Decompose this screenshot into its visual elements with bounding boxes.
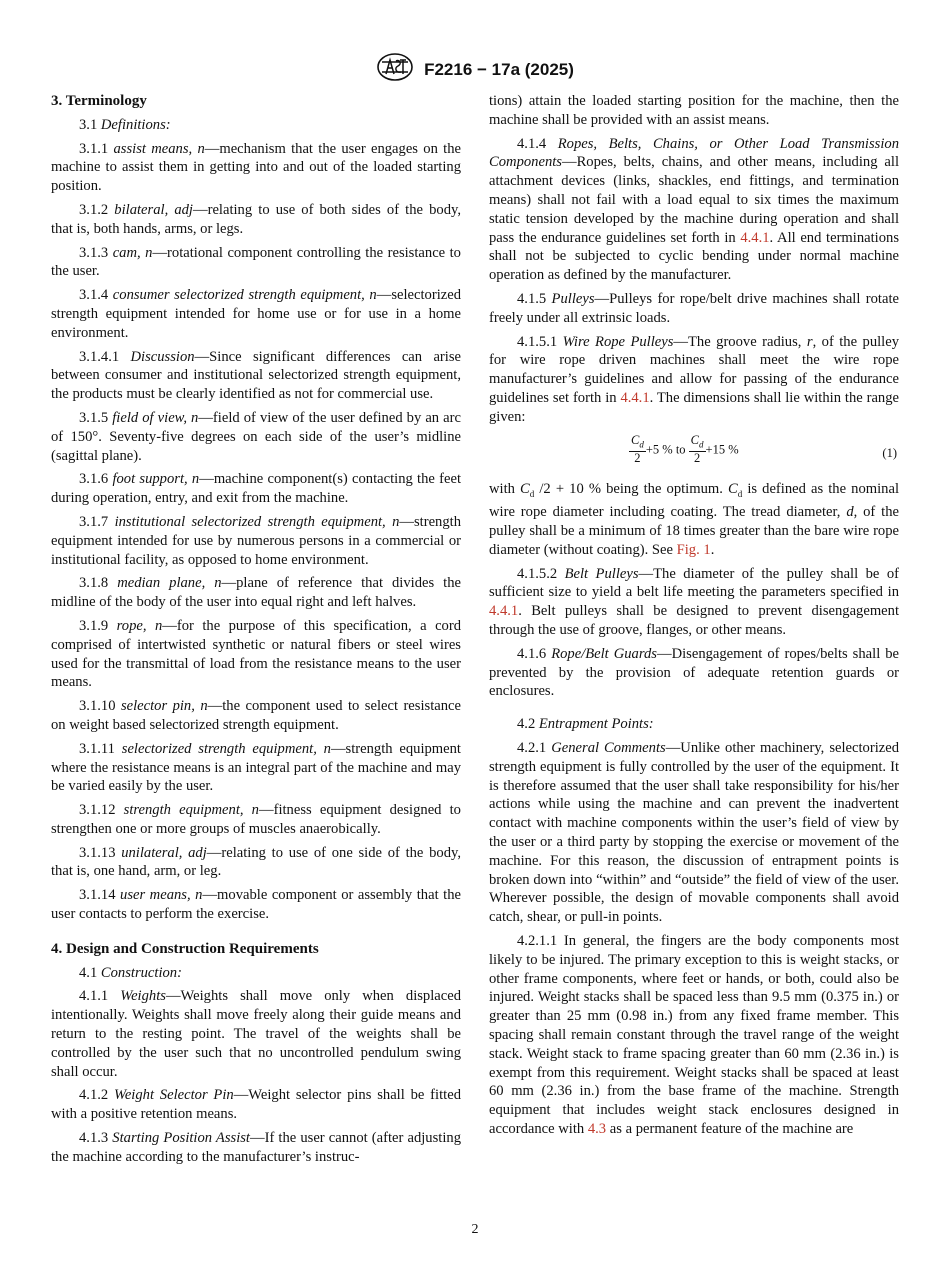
cross-reference-link[interactable]: 4.4.1 [620, 389, 650, 406]
text-run: 4.1.1 [79, 988, 121, 1005]
text-run: —Pulleys for rope/belt drive machines shall rotate freely under all extrinsic loads. [489, 290, 899, 326]
text-run: selector pin, n [120, 698, 208, 715]
text-run: 3.1.14 [79, 887, 121, 904]
left-column [51, 92, 461, 1172]
text-run: Definitions: [100, 116, 171, 133]
text-run: Rope/Belt Guards [551, 645, 657, 662]
text-run: 3.1.4 [79, 287, 113, 304]
text-run: field of view, n [112, 409, 199, 426]
text-run: —mechanism that the user engages on the machine to assist them in getting into and out of the loaded starting position. [51, 140, 461, 195]
text-run: —selectorized strength equipment intended for home use or for use in a home environment. [51, 287, 461, 341]
text-run: tions) attain the loaded starting position for the machine, then the machine shall be provided with an assist means. [489, 93, 899, 128]
text-run: 3.1.9 [79, 617, 117, 634]
text-run: —rotational component controlling the resistance to the user. [51, 244, 461, 280]
text-run: 3.1.12 [79, 802, 124, 819]
paragraph-p3113 [51, 844, 461, 882]
text-run: —Weights shall move only when displaced intentionally. Weights shall move freely along their guide means and return to the resting point. The travel of the weights shall be controlled by the user such that no uncontrolled pendulum swing shall occur. [51, 988, 462, 1080]
text-run: as a permanent feature of the machine are [606, 1120, 854, 1137]
text-run: , of the pulley shall be a minimum of 18 times greater than the bare wire rope diameter (without coating). See [489, 504, 899, 558]
text-run: —Ropes, belts, chains, and other means, including all attachment devices (links, shackles, end fittings, and termination means) shall not fail with a load equal to six times the maximum static tension developed by the machine during operation and shall pass the endurance guidelines set forth in [489, 154, 899, 246]
cross-reference-link[interactable]: Fig. 1 [676, 541, 711, 558]
text-run: cam, n [112, 244, 153, 261]
text-run: —fitness equipment designed to strengthen one or more groups of muscles anaerobically. [51, 802, 461, 837]
text-run: 3.1.6 [79, 471, 113, 488]
text-run: Ropes, Belts, Chains, or Other Load Transmission Components [489, 135, 899, 171]
text-run: institutional selectorized strength equipment, n [114, 513, 400, 530]
text-run: —field of view of the user defined by an arc of 150°. Seventy-five degrees on each side of the user’s midline (sagittal plane). [51, 409, 461, 464]
text-run: 4.1.2 [79, 1087, 114, 1104]
cross-reference-link[interactable]: 4.4.1 [489, 603, 519, 620]
text-run: 4.1.5.1 [517, 333, 563, 350]
text-run: Wire Rope Pulleys [562, 333, 674, 350]
text-run: Entrapment Points: [538, 716, 654, 733]
text-run: Weight Selector Pin [114, 1087, 234, 1104]
text-run: Weights [120, 988, 166, 1005]
standard-designation: F2216 − 17a (2025) [424, 59, 574, 79]
right-column [489, 92, 899, 1144]
text-run: Belt Pulleys [564, 565, 639, 582]
text-run: . All end terminations shall not be subjected to cyclic bending under normal machine operation as defined by the manufacturer. [489, 229, 899, 284]
text-run: d [529, 488, 535, 499]
paragraph-p3114 [51, 886, 461, 924]
text-run: —plane of reference that divides the midline of the body of the user into equal right and left halves. [51, 575, 461, 611]
paragraph-p415 [489, 290, 899, 328]
paragraph-p315 [51, 409, 461, 465]
paragraph-p4151b [489, 480, 899, 560]
section-heading: 4. Design and Construction Requirements [51, 940, 319, 957]
text-run: 3.1.7 [79, 513, 115, 530]
paragraph-p42 [489, 715, 899, 734]
text-run: —Weight selector pins shall be fitted with a positive retention means. [51, 1087, 461, 1123]
text-run: rope, n [116, 617, 163, 634]
paragraph-p413 [51, 1129, 461, 1167]
paragraph-p316 [51, 470, 461, 508]
paragraph-p412 [51, 1086, 461, 1124]
paragraph-p318 [51, 574, 461, 612]
text-run: C [520, 480, 530, 497]
equation-1 [489, 432, 899, 472]
text-run: C [727, 480, 738, 497]
text-run: 3.1.2 [79, 201, 115, 218]
text-run: —Unlike other machinery, selectorized strength equipment is fully controlled by the user of the equipment. It is therefore assumed that the user shall take responsibility for his/her actions while using the machine and can prevent the inadvertent contact with machine components within the user’s field of view by the user or a third party by stopping the exercise or movement of the machine. For this reason, the discussion of entrapment points is broken down into “within” and “outside” the field of view of the user. Wherever possible, the design of movable components shall avoid catch, shear, or pull-in points. [489, 740, 900, 926]
text-run: d [846, 504, 854, 521]
astm-logo-icon [376, 52, 414, 87]
text-run: 3.1.11 [79, 740, 122, 757]
text-run: 3.1.4.1 [79, 348, 131, 365]
paragraph-p3112 [51, 801, 461, 839]
paragraph-p31 [51, 116, 461, 135]
paragraph-p317 [51, 513, 461, 569]
text-run: . [710, 541, 715, 558]
paragraph-p311 [51, 140, 461, 196]
text-run: 4.1.4 [517, 135, 558, 152]
text-run: —strength equipment intended for use by numerous persons in a commercial or institutional facility, as opposed to home environment. [51, 513, 462, 568]
text-run: Construction: [100, 964, 182, 981]
text-run: 3.1.1 [79, 140, 114, 157]
text-run: foot support, n [112, 471, 200, 488]
text-run: —Disengagement of ropes/belts shall be prevented by the provision of adequate retention guards or enclosures. [489, 645, 900, 700]
text-run: 3.1.10 [79, 698, 121, 715]
text-run: , of the pulley for wire rope driven machines shall meet the wire rope manufacturer’s guidelines and allow for passing of the endurance guidelines set forth in [489, 333, 899, 406]
paragraph-p3111 [51, 740, 461, 796]
text-run: is defined as the nominal wire rope diameter including coating. The tread diameter, [489, 480, 900, 521]
text-run: 3.1.3 [79, 244, 113, 261]
paragraph-p3110 [51, 697, 461, 735]
text-run: 4.1.3 [79, 1130, 113, 1147]
paragraph-p319 [51, 617, 461, 692]
text-run: Pulleys [551, 290, 595, 307]
paragraph-p3141 [51, 348, 461, 404]
equation-fraction: $\frac{C_d}{2}$ [631, 432, 644, 466]
text-run: 3.1.13 [79, 844, 122, 861]
text-run: General Comments [551, 740, 666, 757]
section-heading: 3. Terminology [51, 93, 147, 109]
text-run: —relating to use of one side of the body, that is, one hand, arm, or leg. [51, 844, 461, 880]
page-number: 2 [471, 1222, 479, 1237]
paragraph-p414 [489, 135, 899, 285]
text-run: bilateral, adj [114, 201, 193, 218]
text-run: Discussion [130, 348, 195, 365]
text-run: 3.1.5 [79, 409, 113, 426]
text-run: —machine component(s) contacting the feet during operation, entry, and exit from the machine. [51, 471, 461, 507]
text-run: 3.1 [79, 116, 101, 133]
paragraph-p416 [489, 645, 899, 701]
text-run: strength equipment, n [123, 802, 259, 819]
text-run: —the component used to select resistance on weight based selectorized strength equipment. [51, 698, 461, 733]
text-run: assist means, n [113, 140, 205, 157]
text-run: —Since significant differences can arise between consumer and institutional selectorized strength equipment, the products must be clearly identified as not for commercial use. [51, 348, 461, 403]
text-run: selectorized strength equipment, n [121, 740, 331, 757]
text-run: 3.1.8 [79, 575, 118, 592]
text-run: median plane, n [117, 575, 222, 592]
text-run: . Belt pulleys shall be designed to prevent disengagement through the use of groove, flanges, or other means. [489, 603, 899, 639]
text-run: 4.1.5.2 [517, 565, 565, 582]
text-run: 4.2.1.1 In general, the fingers are the body components most likely to be injured. The primary exception to this is weight stacks, or other frame components, where feet or hands, or both, could also be injured. Weight stacks shall be spaced less than 9.5 mm (0.375 in.) or greater than 25 mm (0.98 in.) from any fixed frame member. This spacing shall remain constant through the travel range of the weight stack. Weight stack to frame spacing greater than 60 mm (2.36 in.) is exempt from this requirement. Weight stacks shall be spaced at least 60 mm (2.36 in.) from the base frame of the machine. Strength equipment that includes weight stack enclosures designed in accordance with [489, 932, 899, 1137]
text-run: user means, n [120, 887, 203, 904]
paragraph-p4152 [489, 565, 899, 640]
text-run: —The diameter of the pulley shall be of sufficient size to yield a belt life meeting the parameters specified in [489, 565, 900, 601]
text-run: 4.1.6 [517, 645, 552, 662]
paragraph-p421 [489, 739, 899, 927]
text-run: —strength equipment where the resistance means is an integral part of the machine and may be varied easily by the user. [51, 740, 461, 795]
paragraph-p411 [51, 987, 461, 1081]
text-run: d [737, 488, 743, 499]
equation-fraction: $\frac{C_d}{2}$ [690, 432, 704, 466]
paragraph-p4211 [489, 932, 899, 1139]
text-run: r [806, 333, 813, 350]
text-run: —If the user cannot (after adjusting the machine according to the manufacturer’s instruc- [51, 1130, 461, 1165]
text-run: unilateral, adj [121, 844, 207, 861]
text-run: 4.2.1 [517, 740, 552, 757]
text-run: Starting Position Assist [112, 1130, 250, 1147]
equation-body: $\frac{C_d}{2}$ +5 % to $\frac{C_d}{2}$ +15 % [631, 432, 739, 466]
paragraph-p413c [489, 92, 899, 130]
text-run: —The groove radius, [673, 333, 807, 350]
paragraph-p313 [51, 244, 461, 282]
cross-reference-link[interactable]: 4.3 [587, 1120, 607, 1137]
paragraph-p314 [51, 286, 461, 342]
text-run: —movable component or assembly that the user contacts to perform the exercise. [51, 887, 461, 923]
text-run: . The dimensions shall lie within the range given: [489, 389, 900, 425]
equation-number: (1) [882, 445, 897, 460]
text-run: with [489, 480, 521, 497]
text-run: consumer selectorized strength equipment, n [112, 287, 377, 304]
page-header [0, 52, 950, 87]
cross-reference-link[interactable]: 4.4.1 [740, 229, 770, 246]
text-run: 4.1.5 [517, 290, 552, 307]
text-run: —relating to use of both sides of the body, that is, both hands, arms, or legs. [51, 201, 461, 237]
text-run: /2 + 10 % being the optimum. [534, 480, 728, 497]
paragraph-p41 [51, 964, 461, 983]
text-run: 4.2 [517, 716, 539, 733]
text-run: —for the purpose of this specification, a cord comprised of intertwisted synthetic or natural fibers or steel wires used for the transmittal of load from the resistance means to the user means. [51, 617, 461, 691]
paragraph-p312 [51, 201, 461, 239]
text-run: 4.1 [79, 964, 101, 981]
paragraph-p4151 [489, 333, 899, 427]
